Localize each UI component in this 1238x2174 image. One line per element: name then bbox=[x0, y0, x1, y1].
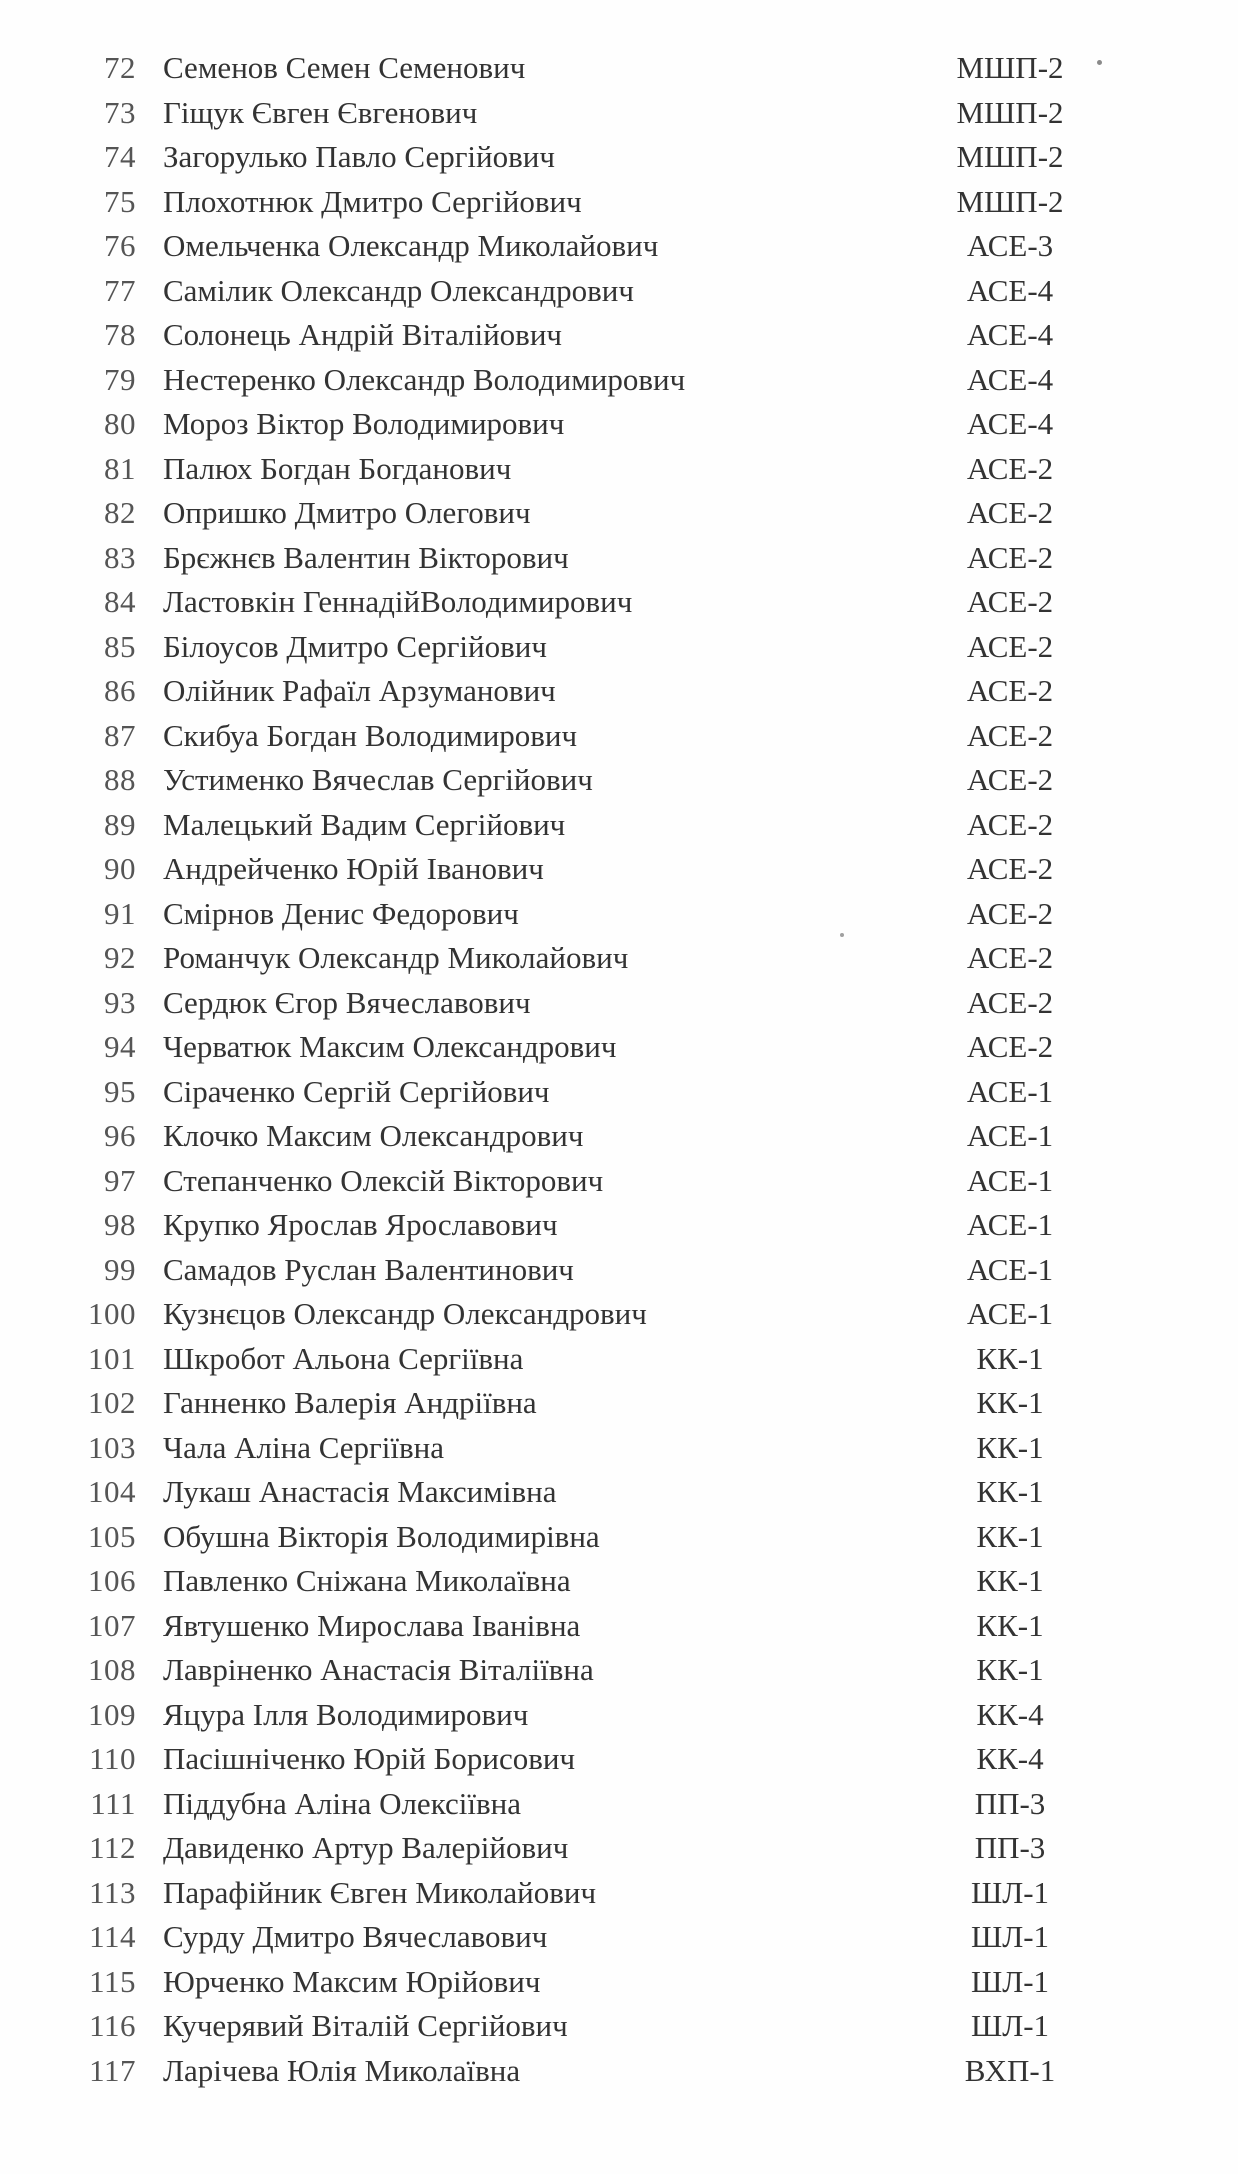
list-item bbox=[0, 669, 1238, 714]
group-code: КК-4 bbox=[976, 1741, 1044, 1776]
group-code: АСЕ-1 bbox=[966, 1296, 1054, 1331]
row-number: 81 bbox=[104, 450, 136, 486]
row-number: 113 bbox=[89, 1874, 136, 1910]
row-number: 98 bbox=[104, 1207, 136, 1242]
group-code: ВХП-1 bbox=[964, 2052, 1056, 2088]
group-code: АСЕ-4 bbox=[966, 361, 1054, 397]
row-number: 83 bbox=[104, 539, 136, 575]
group-code: АСЕ-2 bbox=[966, 717, 1054, 753]
list-item bbox=[0, 46, 1238, 91]
group-code: КК-1 bbox=[976, 1429, 1044, 1465]
group-code: МШП-2 bbox=[956, 183, 1064, 219]
student-name: Яцура Ілля Володимирович bbox=[163, 1696, 529, 1732]
group-code: КК-1 bbox=[976, 1652, 1044, 1687]
student-name: Піддубна Аліна Олексіївна bbox=[163, 1785, 521, 1821]
row-number: 94 bbox=[104, 1029, 136, 1064]
group-code: КК-4 bbox=[976, 1696, 1044, 1732]
group-code: АСЕ-2 bbox=[966, 940, 1054, 975]
student-name: Самадов Руслан Валентинович bbox=[163, 1251, 574, 1287]
list-item bbox=[0, 91, 1238, 136]
student-name: Самілик Олександр Олександрович bbox=[163, 272, 634, 308]
row-number: 107 bbox=[88, 1607, 136, 1643]
student-name: Семенов Семен Семенович bbox=[163, 50, 526, 85]
row-number: 88 bbox=[104, 762, 136, 797]
list-item bbox=[0, 1159, 1238, 1204]
row-number: 117 bbox=[89, 2052, 136, 2088]
student-name: Ларічева Юлія Миколаївна bbox=[163, 2052, 521, 2088]
group-code: АСЕ-2 bbox=[966, 762, 1054, 797]
list-item bbox=[0, 1693, 1238, 1738]
group-code: АСЕ-4 bbox=[966, 406, 1054, 441]
list-item bbox=[0, 358, 1238, 403]
list-item bbox=[0, 1737, 1238, 1782]
list-item bbox=[0, 313, 1238, 358]
row-number: 112 bbox=[89, 1830, 136, 1865]
list-item bbox=[0, 1960, 1238, 2005]
row-number: 97 bbox=[104, 1162, 136, 1198]
row-number: 87 bbox=[104, 717, 136, 753]
group-code: ПП-3 bbox=[974, 1785, 1046, 1821]
student-name: Плохотнюк Дмитро Сергійович bbox=[163, 183, 582, 219]
student-name: Брєжнєв Валентин Вікторович bbox=[163, 539, 569, 575]
group-code: МШП-2 bbox=[956, 50, 1064, 85]
row-number: 106 bbox=[88, 1563, 136, 1598]
list-item bbox=[0, 1915, 1238, 1960]
group-code: АСЕ-2 bbox=[966, 895, 1054, 931]
student-name: Юрченко Максим Юрійович bbox=[163, 1963, 541, 1999]
row-number: 89 bbox=[104, 806, 136, 842]
student-name: Лукаш Анастасія Максимівна bbox=[163, 1474, 557, 1509]
list-item bbox=[0, 892, 1238, 937]
group-code: АСЕ-2 bbox=[966, 450, 1054, 486]
student-name: Смірнов Денис Федорович bbox=[163, 895, 519, 931]
student-name: Парафійник Євген Миколайович bbox=[163, 1874, 597, 1910]
list-item bbox=[0, 491, 1238, 536]
row-number: 99 bbox=[104, 1251, 136, 1287]
list-item bbox=[0, 1114, 1238, 1159]
row-number: 74 bbox=[104, 139, 136, 174]
row-number: 91 bbox=[104, 895, 136, 931]
list-item bbox=[0, 1604, 1238, 1649]
group-code: КК-1 bbox=[976, 1474, 1044, 1509]
list-item bbox=[0, 1782, 1238, 1827]
student-name: Малецький Вадим Сергійович bbox=[163, 806, 566, 842]
list-item bbox=[0, 981, 1238, 1026]
group-code: МШП-2 bbox=[956, 94, 1064, 130]
student-list bbox=[0, 46, 1238, 2093]
list-item bbox=[0, 714, 1238, 759]
row-number: 108 bbox=[88, 1652, 136, 1687]
row-number: 114 bbox=[89, 1919, 136, 1954]
list-item bbox=[0, 1248, 1238, 1293]
group-code: АСЕ-1 bbox=[966, 1207, 1054, 1242]
list-item bbox=[0, 135, 1238, 180]
group-code: АСЕ-2 bbox=[966, 673, 1054, 708]
student-name: Павленко Сніжана Миколаївна bbox=[163, 1563, 571, 1598]
row-number: 115 bbox=[89, 1963, 136, 1999]
row-number: 85 bbox=[104, 628, 136, 664]
student-name: Скибуа Богдан Володимирович bbox=[163, 717, 578, 753]
list-item bbox=[0, 1826, 1238, 1871]
student-name: Пасішніченко Юрій Борисович bbox=[163, 1741, 576, 1776]
row-number: 79 bbox=[104, 361, 136, 397]
row-number: 96 bbox=[104, 1118, 136, 1153]
group-code: АСЕ-1 bbox=[966, 1251, 1054, 1287]
list-item bbox=[0, 269, 1238, 314]
list-item bbox=[0, 1648, 1238, 1693]
student-name: Давиденко Артур Валерійович bbox=[163, 1830, 569, 1865]
list-item bbox=[0, 2004, 1238, 2049]
student-name: Чала Аліна Сергіївна bbox=[163, 1429, 444, 1465]
student-name: Палюх Богдан Богданович bbox=[163, 450, 512, 486]
list-item bbox=[0, 180, 1238, 225]
row-number: 86 bbox=[104, 673, 136, 708]
student-name: Ганненко Валерія Андріївна bbox=[163, 1385, 537, 1420]
list-item bbox=[0, 758, 1238, 803]
list-item bbox=[0, 2049, 1238, 2094]
list-item bbox=[0, 224, 1238, 269]
row-number: 93 bbox=[104, 984, 136, 1020]
row-number: 78 bbox=[104, 317, 136, 352]
list-item bbox=[0, 1337, 1238, 1382]
group-code: АСЕ-2 bbox=[966, 495, 1054, 530]
group-code: ШЛ-1 bbox=[970, 2008, 1050, 2043]
list-item bbox=[0, 402, 1238, 447]
group-code: АСЕ-2 bbox=[966, 1029, 1054, 1064]
group-code: АСЕ-2 bbox=[966, 984, 1054, 1020]
student-name: Крупко Ярослав Ярославович bbox=[163, 1207, 558, 1242]
row-number: 72 bbox=[104, 50, 136, 85]
group-code: ПП-3 bbox=[974, 1830, 1046, 1865]
student-name: Лавріненко Анастасія Віталіївна bbox=[163, 1652, 594, 1687]
student-name: Опришко Дмитро Олегович bbox=[163, 495, 531, 530]
student-name: Сурду Дмитро Вячеславович bbox=[163, 1919, 548, 1954]
student-name: Гіщук Євген Євгенович bbox=[163, 94, 478, 130]
list-item bbox=[0, 1871, 1238, 1916]
group-code: КК-1 bbox=[976, 1518, 1044, 1554]
list-item bbox=[0, 1515, 1238, 1560]
group-code: КК-1 bbox=[976, 1385, 1044, 1420]
row-number: 105 bbox=[88, 1518, 136, 1554]
group-code: КК-1 bbox=[976, 1563, 1044, 1598]
student-name: Явтушенко Мирослава Іванівна bbox=[163, 1607, 581, 1643]
list-item bbox=[0, 1203, 1238, 1248]
group-code: АСЕ-2 bbox=[966, 539, 1054, 575]
student-name: Ластовкін ГеннадійВолодимирович bbox=[163, 584, 633, 619]
row-number: 102 bbox=[88, 1385, 136, 1420]
group-code: КК-1 bbox=[976, 1340, 1044, 1376]
list-item bbox=[0, 1470, 1238, 1515]
list-item bbox=[0, 1025, 1238, 1070]
row-number: 76 bbox=[104, 228, 136, 263]
student-name: Солонець Андрій Віталійович bbox=[163, 317, 563, 352]
row-number: 116 bbox=[89, 2008, 136, 2043]
group-code: АСЕ-2 bbox=[966, 806, 1054, 842]
row-number: 80 bbox=[104, 406, 136, 441]
row-number: 82 bbox=[104, 495, 136, 530]
group-code: АСЕ-4 bbox=[966, 317, 1054, 352]
group-code: ШЛ-1 bbox=[970, 1919, 1050, 1954]
student-name: Олійник Рафаїл Арзуманович bbox=[163, 673, 556, 708]
student-name: Омельченка Олександр Миколайович bbox=[163, 228, 659, 263]
student-name: Мороз Віктор Володимирович bbox=[163, 406, 565, 441]
group-code: ШЛ-1 bbox=[970, 1963, 1050, 1999]
group-code: АСЕ-1 bbox=[966, 1118, 1054, 1153]
group-code: АСЕ-2 bbox=[966, 628, 1054, 664]
student-name: Білоусов Дмитро Сергійович bbox=[163, 628, 547, 664]
group-code: КК-1 bbox=[976, 1607, 1044, 1643]
row-number: 110 bbox=[89, 1741, 136, 1776]
group-code: ШЛ-1 bbox=[970, 1874, 1050, 1910]
group-code: АСЕ-1 bbox=[966, 1162, 1054, 1198]
list-item bbox=[0, 803, 1238, 848]
group-code: АСЕ-4 bbox=[966, 272, 1054, 308]
row-number: 104 bbox=[88, 1474, 136, 1509]
list-item bbox=[0, 1292, 1238, 1337]
row-number: 73 bbox=[104, 94, 136, 130]
group-code: МШП-2 bbox=[956, 139, 1064, 174]
list-item bbox=[0, 625, 1238, 670]
student-name: Клочко Максим Олександрович bbox=[163, 1118, 584, 1153]
row-number: 90 bbox=[104, 851, 136, 886]
list-item bbox=[0, 1070, 1238, 1115]
list-item bbox=[0, 1559, 1238, 1604]
row-number: 103 bbox=[88, 1429, 136, 1465]
row-number: 111 bbox=[90, 1785, 136, 1821]
row-number: 101 bbox=[88, 1340, 136, 1376]
row-number: 100 bbox=[88, 1296, 136, 1331]
list-item bbox=[0, 936, 1238, 981]
group-code: АСЕ-2 bbox=[966, 584, 1054, 619]
student-name: Кучерявий Віталій Сергійович bbox=[163, 2008, 568, 2043]
row-number: 92 bbox=[104, 940, 136, 975]
list-item bbox=[0, 536, 1238, 581]
student-name: Сіраченко Сергій Сергійович bbox=[163, 1073, 550, 1109]
list-item bbox=[0, 580, 1238, 625]
group-code: АСЕ-3 bbox=[966, 228, 1054, 263]
row-number: 77 bbox=[104, 272, 136, 308]
student-name: Загорулько Павло Сергійович bbox=[163, 139, 555, 174]
list-item bbox=[0, 847, 1238, 892]
student-name: Андрейченко Юрій Іванович bbox=[163, 851, 544, 886]
student-name: Черватюк Максим Олександрович bbox=[163, 1029, 617, 1064]
row-number: 75 bbox=[104, 183, 136, 219]
group-code: АСЕ-1 bbox=[966, 1073, 1054, 1109]
group-code: АСЕ-2 bbox=[966, 851, 1054, 886]
student-name: Шкробот Альона Сергіївна bbox=[163, 1340, 524, 1376]
list-item bbox=[0, 1426, 1238, 1471]
student-name: Романчук Олександр Миколайович bbox=[163, 940, 629, 975]
row-number: 109 bbox=[88, 1696, 136, 1732]
list-item bbox=[0, 447, 1238, 492]
student-name: Устименко Вячеслав Сергійович bbox=[163, 762, 593, 797]
student-name: Степанченко Олексій Вікторович bbox=[163, 1162, 604, 1198]
list-item bbox=[0, 1381, 1238, 1426]
student-name: Нестеренко Олександр Володимирович bbox=[163, 361, 686, 397]
row-number: 95 bbox=[104, 1073, 136, 1109]
row-number: 84 bbox=[104, 584, 136, 619]
student-name: Кузнєцов Олександр Олександрович bbox=[163, 1296, 647, 1331]
student-name: Обушна Вікторія Володимирівна bbox=[163, 1518, 600, 1554]
student-name: Сердюк Єгор Вячеславович bbox=[163, 984, 531, 1020]
